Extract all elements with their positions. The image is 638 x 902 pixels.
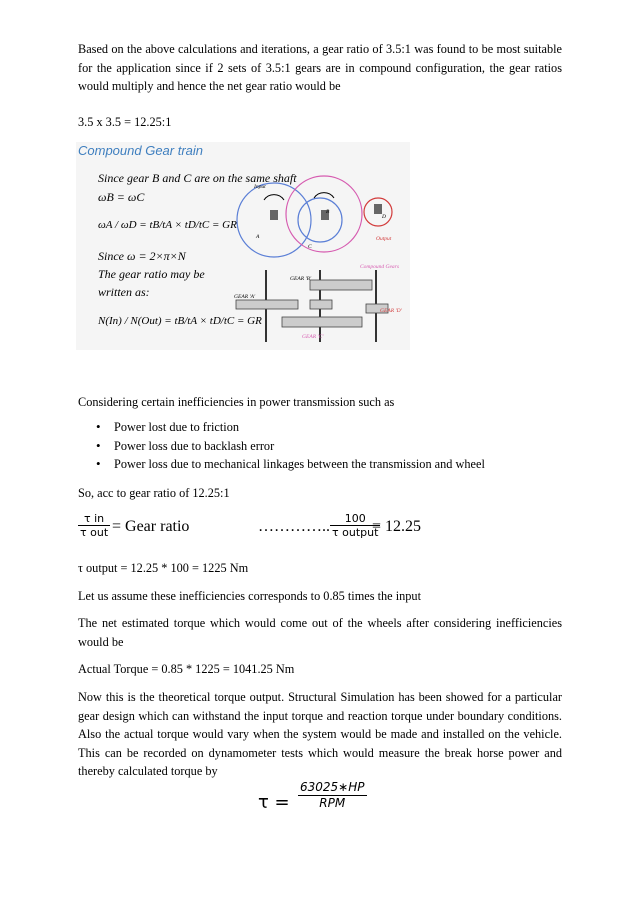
figure-title: Compound Gear train <box>78 143 204 158</box>
theoretical-paragraph: Now this is the theoretical torque output. Structural Simulation has been showed for a particular gear design which can withstand the input torque and reaction torque under boundary conditions. Also the actual torque would vary when the system would be made and installed on the vehicle. This can be recorded on dynamometer tests which would measure the break horse power and thereby calculated torque by <box>78 690 562 778</box>
tau-numerator: 63025∗HP <box>300 780 365 794</box>
considering-paragraph: Considering certain inefficiencies in power transmission such as <box>78 395 395 409</box>
figure-ratio-text1: The gear ratio may be <box>98 267 205 281</box>
net-ratio-line: 3.5 x 3.5 = 12.25:1 <box>78 115 172 129</box>
figure-n-eq: N(In) / N(Out) = tB/tA × tD/tC = GR <box>98 315 262 327</box>
eq1-fraction <box>78 512 110 539</box>
bullet-item: • Power loss due to mechanical linkages between the transmission and wheel <box>96 455 566 474</box>
label-gear-c: GEAR 'C' <box>302 334 324 340</box>
label-output: Output <box>376 236 392 242</box>
actual-torque-line: Actual Torque = 0.85 * 1225 = 1041.25 Nm <box>78 662 295 676</box>
figure-canvas <box>76 142 410 350</box>
rotation-arrow-b <box>314 193 334 198</box>
gear-b-side <box>310 280 372 290</box>
tau-output-line: τ output = 12.25 * 100 = 1225 Nm <box>78 561 249 575</box>
eq1-denominator: τ out <box>80 526 109 539</box>
tau-symbol: τ = <box>258 792 290 813</box>
label-compound: Compound Gears <box>360 264 399 270</box>
label-c: C <box>308 244 312 250</box>
eq2-numerator: 100 <box>344 512 366 525</box>
gear-c-top-side <box>310 300 332 309</box>
gear-c-circle <box>298 198 342 242</box>
assume-line: Let us assume these inefficiencies corresponds to 0.85 times the input <box>78 589 421 603</box>
bullet-item: • Power loss due to backlash error <box>96 437 566 456</box>
eq2-denominator: τ output <box>332 526 379 539</box>
intro-paragraph: Based on the above calculations and iterations, a gear ratio of 3.5:1 was found to be most suitable for the application since if 2 sets of 3.5:1 gears are in compound configuration, the gear ratios would multiply and hence the net gear ratio would be <box>78 42 562 93</box>
eq2-rhs: = 12.25 <box>372 518 422 535</box>
figure-line1: Since gear B and C are on the same shaft <box>98 171 297 185</box>
bullet-item: • Power lost due to friction <box>96 418 566 437</box>
label-gear-b: GEAR 'B' <box>290 276 312 282</box>
label-gear-d: GEAR 'D' <box>380 308 402 314</box>
label-a: A <box>256 234 260 240</box>
gear-c-side <box>282 317 362 327</box>
figure-ratio-eq: ωA / ωD = tB/tA × tD/tC = GR <box>98 219 237 231</box>
gear-side-view <box>236 270 388 342</box>
so-acc-line: So, acc to gear ratio of 12.25:1 <box>78 486 230 500</box>
label-gear-a: GEAR 'A' <box>234 294 256 300</box>
shaft-d <box>374 204 382 214</box>
eq1-rhs: = Gear ratio <box>112 518 190 535</box>
shaft-a <box>270 210 278 220</box>
tau-fraction <box>298 780 367 811</box>
figure-omega-eq: ωB = ωC <box>98 190 145 204</box>
rotation-arrow-a <box>264 195 284 200</box>
compound-gear-figure <box>76 142 410 350</box>
net-estimated-paragraph: The net estimated torque which would come out of the wheels after considering inefficiencies would be <box>78 616 562 649</box>
gear-a-side <box>236 300 298 309</box>
label-d: D <box>382 214 386 220</box>
tau-denominator: RPM <box>319 796 346 810</box>
inefficiency-list <box>96 418 566 474</box>
figure-omega-def: Since ω = 2×π×N <box>98 249 186 263</box>
label-b: B <box>326 209 330 215</box>
label-input: Input <box>254 184 266 190</box>
eq-dots: ………….. <box>258 518 330 535</box>
figure-ratio-text2: written as: <box>98 285 150 299</box>
eq1-numerator: τ in <box>83 512 105 525</box>
